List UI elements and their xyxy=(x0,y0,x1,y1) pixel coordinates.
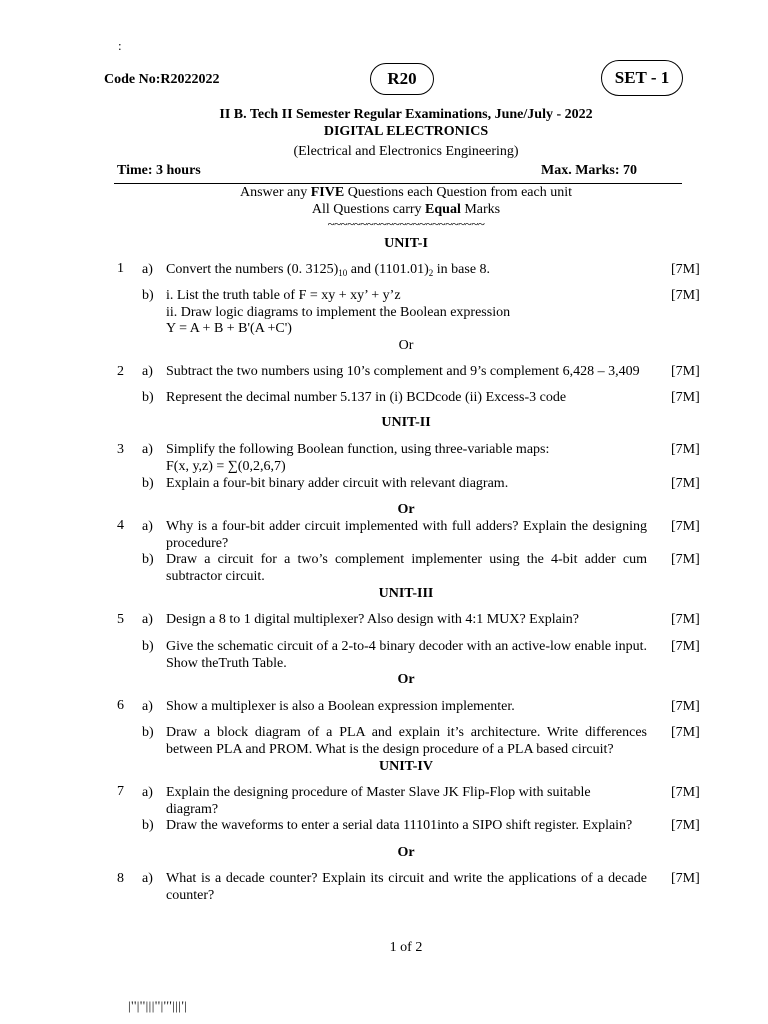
q1-a-mid: and (1101.01) xyxy=(347,262,429,277)
q7-b-label: b) xyxy=(142,818,154,833)
unit-heading-3: UNIT-III xyxy=(378,586,434,601)
q1-b-label: b) xyxy=(142,288,154,303)
q3-a-marks: [7M] xyxy=(671,442,700,457)
q4-a-text: Why is a four-bit adder circuit implemented with full adders? Explain the designing procedure? xyxy=(166,519,647,551)
q5-a-text: Design a 8 to 1 digital multiplexer? Also design with 4:1 MUX? Explain? xyxy=(166,612,579,627)
q3-a-label: a) xyxy=(142,442,153,457)
q1-a-sub1: 10 xyxy=(338,268,348,278)
regulation-badge: R20 xyxy=(370,63,434,95)
q7-a-line-1: Explain the designing procedure of Master Slave JK Flip-Flop with suitable xyxy=(166,785,591,800)
instruction-1-bold: FIVE xyxy=(310,185,345,200)
unit-heading-4: UNIT-IV xyxy=(379,759,433,774)
q7-a-label: a) xyxy=(142,785,153,800)
instruction-1-pre: Answer any xyxy=(239,185,311,200)
subject-code: Code No:R2022022 xyxy=(104,72,220,87)
exam-duration: Time: 3 hours xyxy=(117,163,201,178)
q8-a-label: a) xyxy=(142,871,153,886)
question-number-8: 8 xyxy=(117,871,124,886)
q2-b-label: b) xyxy=(142,390,154,405)
q3-a-line-1: Simplify the following Boolean function, using three-variable maps: xyxy=(166,442,550,457)
q8-a-text: What is a decade counter? Explain its circuit and write the applications of a decade counter? xyxy=(166,871,647,903)
q4-b-text: Draw a circuit for a two’s complement implementer using the 4-bit adder cum subtractor circuit. xyxy=(166,552,647,584)
instruction-2-bold: Equal xyxy=(425,202,461,217)
q6-b-marks: [7M] xyxy=(671,725,700,740)
q1-b-marks: [7M] xyxy=(671,288,700,303)
q4-b-label: b) xyxy=(142,552,154,567)
q3-b-label: b) xyxy=(142,476,154,491)
q7-a-marks: [7M] xyxy=(671,785,700,800)
question-number-2: 2 xyxy=(117,364,124,379)
q2-b-marks: [7M] xyxy=(671,390,700,405)
q4-b-marks: [7M] xyxy=(671,552,700,567)
or-divider-3: Or xyxy=(397,672,415,687)
q3-a-text xyxy=(166,442,647,475)
q1-a-sub2: 2 xyxy=(428,268,434,278)
q2-a-marks: [7M] xyxy=(671,364,700,379)
question-number-6: 6 xyxy=(117,698,124,713)
q7-b-text: Draw the waveforms to enter a serial data 11101into a SIPO shift register. Explain? xyxy=(166,818,633,833)
q5-a-marks: [7M] xyxy=(671,612,700,627)
q3-b-marks: [7M] xyxy=(671,476,700,491)
instruction-2-pre: All Questions carry xyxy=(311,202,426,217)
q6-a-marks: [7M] xyxy=(671,699,700,714)
q5-b-marks: [7M] xyxy=(671,639,700,654)
subject-title: DIGITAL ELECTRONICS xyxy=(323,124,489,139)
instruction-2-post: Marks xyxy=(460,202,501,217)
q1-b-line-3: Y = A + B + B'(A +C') xyxy=(166,321,292,336)
q6-b-label: b) xyxy=(142,725,154,740)
or-divider-2: Or xyxy=(397,502,415,517)
q1-a-text xyxy=(166,262,647,282)
q1-b-text xyxy=(166,288,647,338)
page-number: 1 of 2 xyxy=(389,940,423,955)
q1-a-post: in base 8. xyxy=(433,262,491,277)
exam-title: II B. Tech II Semester Regular Examinations, June/July - 2022 xyxy=(219,107,593,122)
header-divider xyxy=(114,183,682,184)
q1-b-line-2: ii. Draw logic diagrams to implement the Boolean expression xyxy=(166,304,511,320)
branch-name: (Electrical and Electronics Engineering) xyxy=(293,144,519,159)
q2-a-text: Subtract the two numbers using 10’s complement and 9’s complement 6,428 – 3,409 xyxy=(166,364,640,379)
tilde-separator: ~~~~~~~~~~~~~~~~~~~~~~~~ xyxy=(327,216,485,231)
q5-b-text: Give the schematic circuit of a 2-to-4 binary decoder with an active-low enable input. Show theTruth Table. xyxy=(166,639,647,671)
q5-b-label: b) xyxy=(142,639,154,654)
instruction-line-1 xyxy=(0,185,768,201)
q1-a-marks: [7M] xyxy=(671,262,700,277)
question-number-4: 4 xyxy=(117,518,124,533)
unit-heading-1: UNIT-I xyxy=(384,236,428,251)
q1-a-label: a) xyxy=(142,262,153,277)
q4-a-label: a) xyxy=(142,519,153,534)
q7-a-text xyxy=(166,785,647,818)
instruction-1-post: Questions each Question from each unit xyxy=(344,185,573,200)
q7-a-line-2: diagram? xyxy=(166,801,219,817)
stray-colon: : xyxy=(118,38,122,53)
q1-a-pre: Convert the numbers (0. 3125) xyxy=(166,262,339,277)
unit-heading-2: UNIT-II xyxy=(381,415,431,430)
q8-a-marks: [7M] xyxy=(671,871,700,886)
or-divider-4: Or xyxy=(397,845,415,860)
max-marks: Max. Marks: 70 xyxy=(541,163,638,178)
q1-b-line-1: i. List the truth table of F = xy + xy’ + y’z xyxy=(166,288,401,303)
set-badge: SET - 1 xyxy=(601,60,683,96)
q3-b-text: Explain a four-bit binary adder circuit with relevant diagram. xyxy=(166,476,509,491)
q6-a-label: a) xyxy=(142,699,153,714)
q7-b-marks: [7M] xyxy=(671,818,700,833)
question-number-1: 1 xyxy=(117,261,124,276)
q6-a-text: Show a multiplexer is also a Boolean expression implementer. xyxy=(166,699,515,714)
question-number-7: 7 xyxy=(117,784,124,799)
q5-a-label: a) xyxy=(142,612,153,627)
q6-b-text: Draw a block diagram of a PLA and explain it’s architecture. Write differences between PLA and PROM. What is the design procedure of a PLA based circuit? xyxy=(166,725,647,757)
barcode-text: |''|''|||''|'''|||'| xyxy=(128,998,188,1013)
q2-b-text: Represent the decimal number 5.137 in (i) BCDcode (ii) Excess-3 code xyxy=(166,390,567,405)
q3-a-line-2: F(x, y,z) = ∑(0,2,6,7) xyxy=(166,458,286,474)
question-number-3: 3 xyxy=(117,442,124,457)
or-divider-1: Or xyxy=(398,338,414,353)
question-number-5: 5 xyxy=(117,612,124,627)
q2-a-label: a) xyxy=(142,364,153,379)
q4-a-marks: [7M] xyxy=(671,519,700,534)
